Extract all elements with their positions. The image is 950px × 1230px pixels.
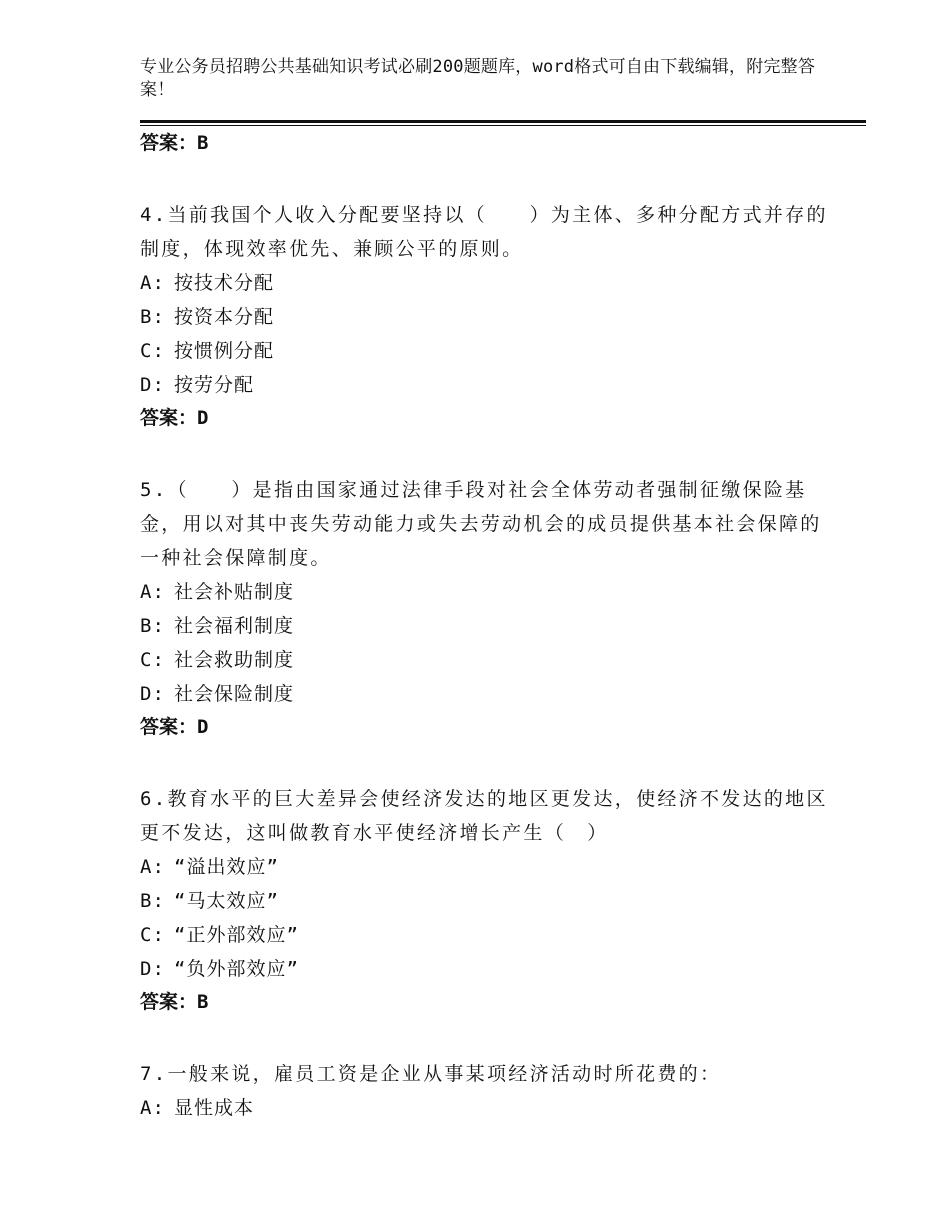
option-letter: D:: [140, 374, 165, 396]
page-header: 专业公务员招聘公共基础知识考试必刷200题题库，word格式可自由下载编辑，附完整答案！: [140, 57, 816, 100]
option-c: [140, 643, 840, 677]
option-a: [140, 850, 840, 884]
question-item: [140, 782, 840, 1017]
option-d: [140, 368, 840, 402]
option-letter: A:: [140, 1097, 165, 1119]
option-text: “溢出效应”: [174, 856, 279, 878]
option-letter: D:: [140, 958, 165, 980]
header-divider-thin: [140, 125, 866, 126]
question-item: [140, 198, 840, 433]
option-letter: A:: [140, 581, 165, 603]
option-text: 按资本分配: [174, 306, 275, 328]
option-letter: B:: [140, 890, 165, 912]
option-d: [140, 677, 840, 711]
question-text: 7.一般来说，雇员工资是企业从事某项经济活动时所花费的：: [140, 1063, 722, 1085]
question-item: [140, 1057, 840, 1125]
question-text: 4.当前我国个人收入分配要坚持以（ ）为主体、多种分配方式并存的制度，体现效率优先、兼顾公平的原则。: [140, 204, 828, 260]
option-letter: A:: [140, 272, 165, 294]
option-text: 显性成本: [174, 1097, 255, 1119]
question-item: [140, 473, 840, 742]
option-text: “马太效应”: [174, 890, 279, 912]
option-text: 社会福利制度: [174, 615, 295, 637]
option-letter: A:: [140, 856, 165, 878]
option-letter: C:: [140, 649, 165, 671]
answer-label: 答案：D: [140, 716, 209, 738]
header-divider-thick: [140, 120, 866, 123]
option-text: “负外部效应”: [174, 958, 299, 980]
answer-label: 答案：B: [140, 991, 209, 1013]
option-text: “正外部效应”: [174, 924, 299, 946]
option-c: [140, 918, 840, 952]
option-c: [140, 334, 840, 368]
option-letter: C:: [140, 924, 165, 946]
option-text: 按技术分配: [174, 272, 275, 294]
option-letter: B:: [140, 306, 165, 328]
question-text: 5.（ ）是指由国家通过法律手段对社会全体劳动者强制征缴保险基金，用以对其中丧失劳动能力或失去劳动机会的成员提供基本社会保障的一种社会保障制度。: [140, 479, 822, 569]
option-b: [140, 884, 840, 918]
option-letter: D:: [140, 683, 165, 705]
option-text: 社会保险制度: [174, 683, 295, 705]
option-text: 按惯例分配: [174, 340, 275, 362]
option-d: [140, 952, 840, 986]
question-list: [140, 128, 840, 1125]
answer-label: 答案：B: [140, 132, 209, 154]
option-b: [140, 300, 840, 334]
option-b: [140, 609, 840, 643]
option-a: [140, 1091, 840, 1125]
question-text: 6.教育水平的巨大差异会使经济发达的地区更发达，使经济不发达的地区更不发达，这叫做教育水平使经济增长产生（ ）: [140, 788, 828, 844]
answer-label: 答案：D: [140, 407, 209, 429]
option-a: [140, 575, 840, 609]
option-letter: C:: [140, 340, 165, 362]
option-text: 按劳分配: [174, 374, 255, 396]
option-letter: B:: [140, 615, 165, 637]
option-text: 社会补贴制度: [174, 581, 295, 603]
option-text: 社会救助制度: [174, 649, 295, 671]
option-a: [140, 266, 840, 300]
